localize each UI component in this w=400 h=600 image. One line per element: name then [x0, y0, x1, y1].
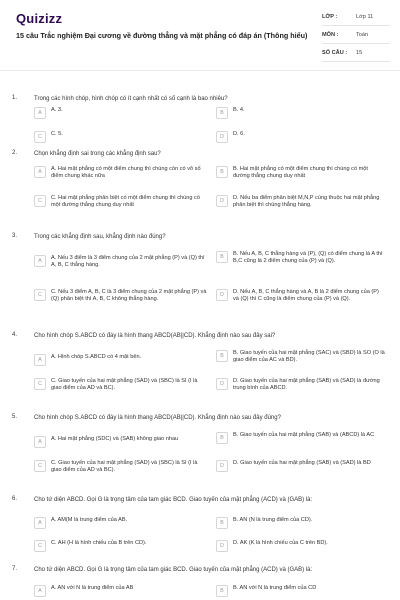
option-text: C. 5. — [51, 131, 63, 137]
question-text: Cho hình chóp S.ABCD có đáy là hình thang ABCD(AB||CD). Khẳng định nào sau đây đúng? — [34, 415, 281, 421]
meta-row-subject — [322, 26, 390, 44]
option-letter: A — [34, 436, 46, 448]
option-text: A. AN với N là trung điểm của AB — [51, 585, 134, 591]
option-letter: C — [34, 195, 46, 207]
meta-row-count — [322, 44, 390, 62]
quizizz-logo[interactable]: Quizizz — [16, 11, 63, 26]
option-text: D. Giao tuyến của hai mặt phẳng (SAB) và (SAD) là BD — [233, 460, 371, 466]
option-letter: B — [216, 107, 228, 119]
option-d[interactable] — [216, 131, 386, 143]
question-text: Chọn khẳng định sai trong các khẳng định sau? — [34, 151, 161, 157]
option-text: A. Hai mặt phẳng (SDC) và (SAB) không giao nhau — [51, 436, 179, 442]
option-a[interactable] — [34, 354, 209, 366]
question-text: Cho hình chóp S.ABCD có đáy là hình thang ABCD(AB||CD). Khẳng định nào sau đây sai? — [34, 333, 276, 339]
question-header — [12, 496, 388, 504]
question-header — [12, 332, 388, 340]
option-text: A. 3. — [51, 107, 63, 113]
option-text: D. Nếu A, B, C thẳng hàng và A, B là 2 điểm chung của (P) và (Q) thì C cũng là điểm chung của (P) và (Q). — [233, 289, 379, 303]
option-letter: D — [216, 131, 228, 143]
option-c[interactable] — [34, 378, 209, 393]
worksheet-title: 15 câu Trắc nghiệm Đại cương về đường thẳng và mặt phẳng có đáp án (Thông hiểu) — [16, 31, 308, 40]
option-letter: A — [34, 585, 46, 597]
option-c[interactable] — [34, 460, 209, 475]
option-letter: C — [34, 289, 46, 301]
option-d[interactable] — [216, 378, 386, 393]
question-header — [12, 95, 388, 103]
question-number: 6. — [12, 496, 18, 502]
option-text: B. Hai mặt phẳng có một điểm chung thì chúng có một đường thẳng chung duy nhất — [233, 166, 368, 180]
question-text: Cho tứ diện ABCD. Gọi G là trọng tâm của tam giác BCD. Giao tuyến của mặt phẳng (ACD) và (GAB) là: — [34, 567, 313, 573]
meta-value: Lớp 11 — [356, 13, 374, 20]
meta-key: MÔN : — [322, 31, 339, 38]
option-text: C. Giao tuyến của hai mặt phẳng (SAD) và (SBC) là SI (I là giao điểm của AD và BC). — [51, 460, 198, 474]
option-letter: C — [34, 540, 46, 552]
option-d[interactable] — [216, 540, 386, 552]
option-c[interactable] — [34, 540, 209, 552]
option-text: C. Giao tuyến của hai mặt phẳng (SAD) và (SBC) là SI (I là giao điểm của AD và BC). — [51, 378, 198, 392]
option-a[interactable] — [34, 517, 209, 529]
option-b[interactable] — [216, 350, 386, 365]
option-letter: A — [34, 354, 46, 366]
option-letter: A — [34, 166, 46, 178]
option-b[interactable] — [216, 251, 386, 266]
option-a[interactable] — [34, 585, 209, 597]
question-number: 4. — [12, 332, 18, 338]
option-letter: D — [216, 195, 228, 207]
option-c[interactable] — [34, 289, 209, 304]
option-d[interactable] — [216, 289, 386, 304]
meta-row-class — [322, 8, 390, 26]
option-text: B. Giao tuyến của hai mặt phẳng (SAB) và (ABCD) là AC — [233, 432, 375, 438]
option-text: C. Nếu 3 điểm A, B, C là 3 điểm chung của 2 mặt phẳng (P) và (Q) phân biệt thì A, B, C không thẳng hàng. — [51, 289, 207, 303]
question-text: Trong các khẳng định sau, khẳng định nào đúng? — [34, 234, 166, 240]
option-a[interactable] — [34, 107, 209, 119]
question-number: 2. — [12, 150, 18, 156]
option-text: A. AM(M là trung điểm của AB. — [51, 517, 128, 523]
option-b[interactable] — [216, 432, 386, 444]
option-text: D. AK (K là hình chiếu của C trên BD). — [233, 540, 328, 546]
option-letter: A — [34, 107, 46, 119]
option-letter: B — [216, 251, 228, 263]
question-header — [12, 566, 388, 574]
option-text: A. Hai mặt phẳng có một điểm chung thì chúng còn có vô số điểm chung khác nữa — [51, 166, 201, 180]
option-text: B. 4. — [233, 107, 245, 113]
question-header — [12, 233, 388, 241]
option-letter: C — [34, 378, 46, 390]
option-a[interactable] — [34, 166, 209, 181]
option-text: A. Hình chóp S.ABCD có 4 mặt bên. — [51, 354, 142, 360]
option-letter: D — [216, 378, 228, 390]
option-letter: B — [216, 432, 228, 444]
option-c[interactable] — [34, 195, 209, 210]
option-letter: A — [34, 517, 46, 529]
option-letter: D — [216, 289, 228, 301]
option-text: A. Nếu 3 điểm là 3 điểm chung của 2 mặt phẳng (P) và (Q) thì A, B, C thẳng hàng. — [51, 255, 205, 269]
option-letter: B — [216, 585, 228, 597]
option-letter: D — [216, 460, 228, 472]
option-letter: B — [216, 350, 228, 362]
option-letter: C — [34, 460, 46, 472]
question-text: Trong các hình chóp, hình chóp có ít cạnh nhất có số cạnh là bao nhiêu? — [34, 96, 228, 102]
meta-value: 15 — [356, 49, 363, 56]
option-c[interactable] — [34, 131, 209, 143]
meta-key: SỐ CÂU : — [322, 49, 348, 56]
meta-value: Toán — [356, 31, 369, 38]
option-text: B. AN với N là trung điểm của CD — [233, 585, 317, 591]
option-b[interactable] — [216, 107, 386, 119]
question-header — [12, 150, 388, 158]
option-letter: A — [34, 255, 46, 267]
worksheet-header — [0, 0, 400, 71]
option-b[interactable] — [216, 585, 386, 597]
option-letter: D — [216, 540, 228, 552]
option-text: D. 6. — [233, 131, 245, 137]
option-text: D. Nếu ba điểm phân biệt M,N,P cùng thuộc hai mặt phẳng phân biệt thì chúng thẳng hàng. — [233, 195, 380, 209]
question-text: Cho tứ diện ABCD. Gọi G là trọng tâm của tam giác BCD. Giao tuyến của mặt phẳng (ACD) và (GAB) là: — [34, 497, 313, 503]
option-text: D. Giao tuyến của hai mặt phẳng (SAB) và (SAD) là đường trung bình của ABCD. — [233, 378, 380, 392]
question-header — [12, 414, 388, 422]
option-text: B. Nếu A, B, C thẳng hàng và (P), (Q) có điểm chung là A thì B,C cũng là 2 điểm chung của (P) và (Q). — [233, 251, 383, 265]
option-a[interactable] — [34, 255, 209, 270]
option-b[interactable] — [216, 517, 386, 529]
option-b[interactable] — [216, 166, 386, 181]
question-number: 5. — [12, 414, 18, 420]
meta-key: LỚP : — [322, 13, 338, 20]
question-number: 3. — [12, 233, 18, 239]
option-text: B. Giao tuyến của hai mặt phẳng (SAC) và (SBD) là SO (O là giao điểm của AC và BD). — [233, 350, 385, 364]
option-text: B. AN (N là trung điểm của CD). — [233, 517, 313, 523]
option-text: C. Hai mặt phẳng phân biệt có một điểm chung thì chúng có một đường thẳng chung duy nhất — [51, 195, 200, 209]
option-a[interactable] — [34, 436, 209, 448]
meta-panel — [322, 8, 390, 62]
option-d[interactable] — [216, 195, 386, 210]
option-d[interactable] — [216, 460, 386, 472]
option-letter: C — [34, 131, 46, 143]
question-number: 7. — [12, 566, 18, 572]
option-text: C. AH (H là hình chiếu của B trên CD). — [51, 540, 147, 546]
question-number: 1. — [12, 95, 18, 101]
option-letter: B — [216, 166, 228, 178]
option-letter: B — [216, 517, 228, 529]
